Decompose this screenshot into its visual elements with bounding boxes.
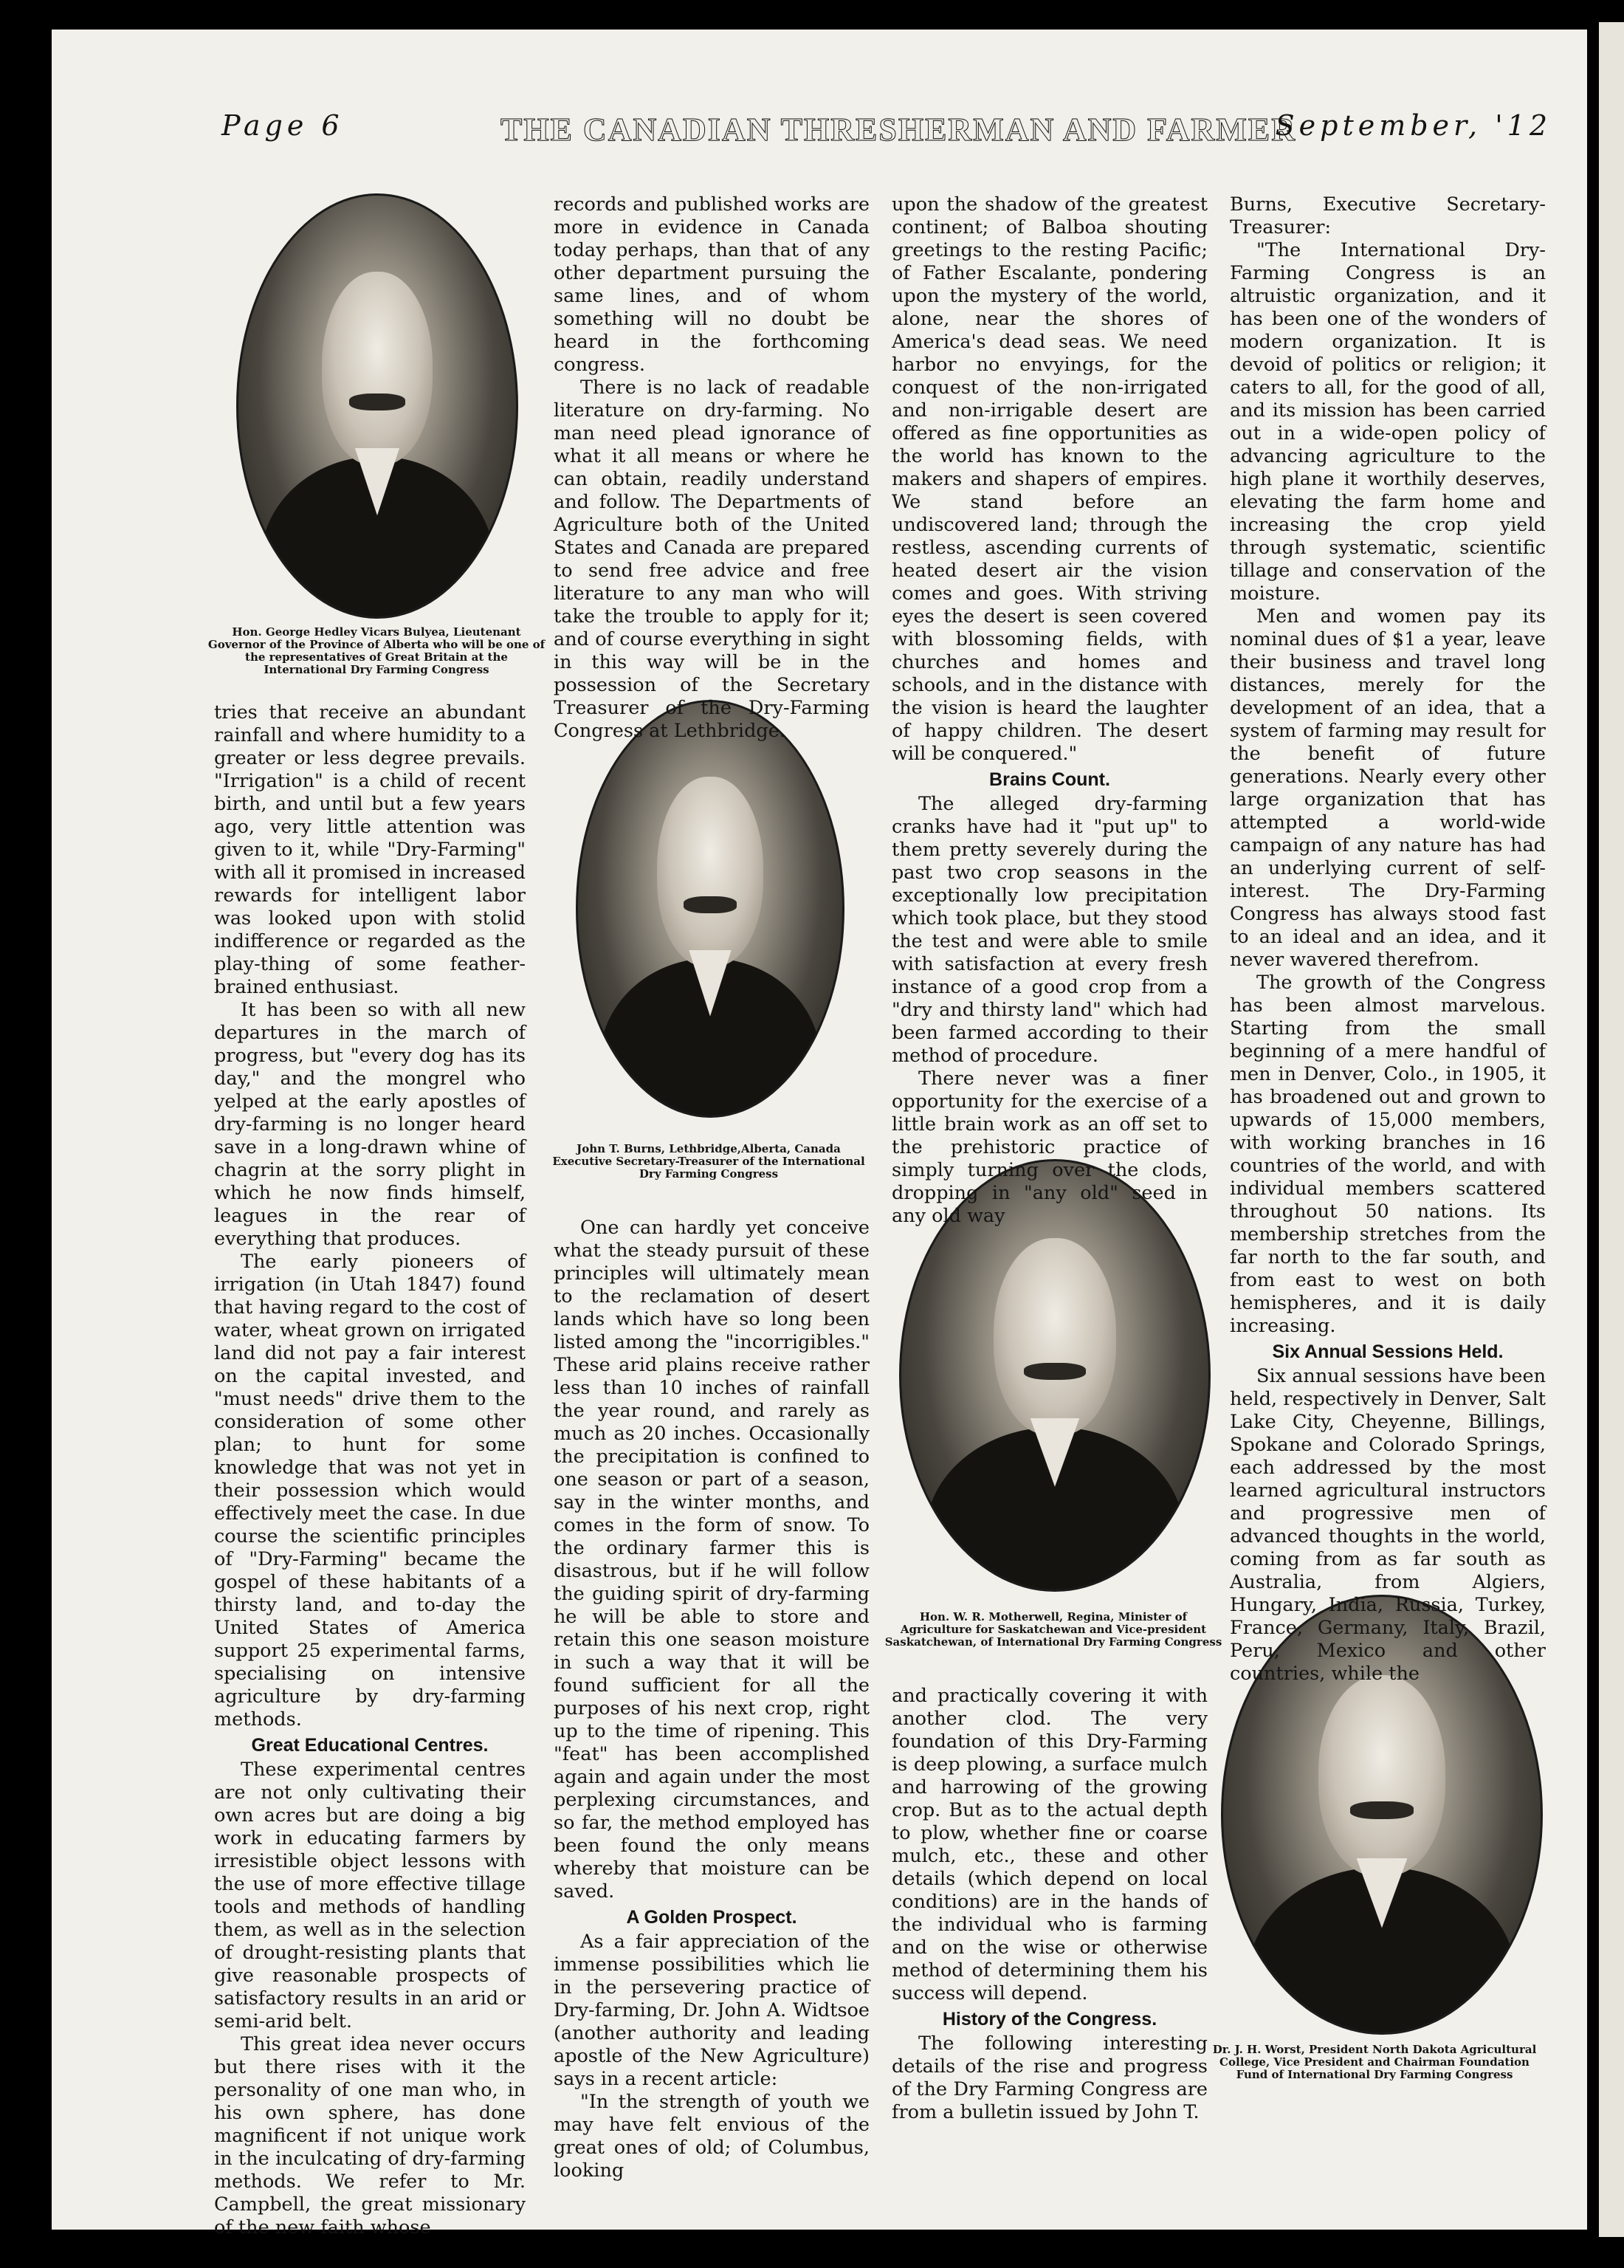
paragraph: The alleged dry-farming cranks have had it "put up" to them pretty severely during the past two crop seasons in the exceptionally low precipitation which took place, but they stood the test and were able to smile with satisfaction at every fresh instance of a good crop from a "dry and thirsty land" which had been farmed according to their method of procedure. [892,793,1208,1067]
column-3-lower [892,1685,1208,2124]
caption-burns: John T. Burns, Lethbridge,Alberta, Canada Executive Secretary-Treasurer of the International Dry Farming Congress [552,1142,865,1181]
paragraph: records and published works are more in evidence in Canada today perhaps, than that of any other department pursuing the same lines, and of whom something will no doubt be heard in the forthcoming congress. [554,193,870,376]
paragraph: As a fair appreciation of the immense possibilities which lie in the persevering practice of Dry-farming, Dr. John A. Widtsoe (another authority and leading apostle of the New Agriculture) says in a recent article: [554,1931,870,2090]
column-4-upper [1230,193,1546,1685]
caption-motherwell: Hon. W. R. Motherwell, Regina, Minister of Agriculture for Saskatchewan and Vice-president Saskatchewan, of International Dry Farming Congress [884,1610,1222,1649]
paragraph: These experimental centres are not only cultivating their own acres but are doing a big work in educating farmers by irresistible object lessons with the use of more effective tillage tools and methods of handling them, as well as in the selection of drought-resisting plants that give reasonable prospects of satisfactory results in an arid or semi-arid belt. [214,1759,526,2032]
column-2-lower [554,1217,870,2182]
paragraph: Burns, Executive Secretary-Treasurer: [1230,193,1546,238]
caption-worst: Dr. J. H. Worst, President North Dakota Agricultural College, Vice President and Chairman Foundation Fund of International Dry Farming Congress [1212,2043,1537,2081]
page-header [221,109,1609,168]
paragraph: This great idea never occurs but there rises with it the personality of one man who, in his own sphere, has done magnificent if not unique work in the inculcating of dry-farming methods. We refer to Mr. Campbell, the great missionary of the new faith whose [214,2033,526,2238]
subheading: A Golden Prospect. [626,1907,797,1928]
paragraph: There never was a finer opportunity for the exercise of a little brain work as an off set to the prehistoric practice of simply turning over the clods, dropping in "any old" seed in any old way [892,1068,1208,1227]
subheading: History of the Congress. [942,2009,1157,2030]
paragraph: and practically covering it with another clod. The very foundation of this Dry-Farming is deep plowing, a surface mulch and harrowing of the growing crop. But as to the actual depth to plow, whether fine or coarse mulch, etc., these and other details (which depend on local conditions) are in the hands of the individual who is farming and on the wise or otherwise method of determining them his success will depend. [892,1685,1208,2004]
paragraph: Men and women pay its nominal dues of $1 a year, leave their business and travel long distances, merely for the development of an idea, that a system of farming may result for the benefit of future generations. Nearly every other large organization that has attempted a world-wide campaign of any nature has had an underlying current of self-interest. The Dry-Farming Congress has always stood fast to an ideal and an idea, and it never wavered therefrom. [1230,605,1546,971]
paragraph: One can hardly yet conceive what the steady pursuit of these principles will ultimately mean to the reclamation of desert lands which have so long been listed among the "incorrigibles." These arid plains receive rather less than 10 inches of rainfall the year round, and rarely as much as 20 inches. Occasionally the precipitation is confined to one season or part of a season, say in the winter months, and comes in the form of snow. To the ordinary farmer this is disastrous, but if he will follow the guiding spirit of dry-farming he will be able to store and retain this one season moisture in such a way that it will be found sufficient for all the purposes of his next crop, right up to the time of ripening. This "feat" has been accomplished again and again under the most perplexing circumstances, and so far, the method employed has been found the only means whereby that moisture can be saved. [554,1217,870,1903]
page-number: Page 6 [221,109,344,142]
column-1-lower [214,701,526,2239]
paragraph: Six annual sessions have been held, respectively in Denver, Salt Lake City, Cheyenne, Billings, Spokane and Colorado Springs, each addressed by the most learned agricultural instructors and progressive men of advanced thoughts in the world, coming from as far south as Australia, from Algiers, Hungary, India, Russia, Turkey, France, Germany, Italy, Brazil, Peru, Mexico and other countries, while the [1230,1365,1546,1685]
paragraph: "In the strength of youth we may have felt envious of the great ones of old; of Columbus, looking [554,2091,870,2182]
subheading: Brains Count. [989,769,1110,790]
masthead-title: THE CANADIAN THRESHERMAN AND FARMER [500,111,1296,148]
paragraph: There is no lack of readable literature on dry-farming. No man need plead ignorance of what it all means or where he can obtain, readily understand and follow. The Departments of Agriculture both of the United States and Canada are prepared to send free advice and free literature to any man who will take the trouble to apply for it; and of course everything in sight in this way will be in the possession of the Secretary Treasurer of the Dry-Farming Congress at Lethbridge. [554,377,870,742]
portrait-bulyea [236,193,518,619]
portrait-burns [576,700,844,1118]
subheading: Great Educational Centres. [251,1735,489,1756]
column-3-upper [892,193,1208,1228]
subheading: Six Annual Sessions Held. [1272,1341,1504,1362]
paragraph: The early pioneers of irrigation (in Utah 1847) found that having regard to the cost of water, wheat grown on irrigated land did not pay a fair interest on the capital invested, and "must needs" drive them to the consideration of some other plan; to hunt for some knowledge that was not yet in their possession which would effectively meet the case. In due course the scientific principles of "Dry-Farming" became the gospel of these habitants of a thirsty land, and to-day the United States of America support 25 experimental farms, specialising on intensive agriculture by dry-farming methods. [214,1251,526,1731]
issue-date: September, '12 [1275,109,1552,142]
adjacent-page-edge [1599,22,1624,2237]
paragraph: "The International Dry-Farming Congress is an altruistic organization, and it has been one of the wonders of modern organization. It is devoid of politics or religion; it caters to all, for the good of all, and its mission has been carried out in a wide-open policy of advancing agriculture to the high plane it worthily deserves, elevating the farm home and increasing the crop yield through systematic, scientific tillage and conservation of the moisture. [1230,239,1546,605]
caption-bulyea: Hon. George Hedley Vicars Bulyea, Lieutenant Governor of the Province of Alberta who will be one of the representatives of Great Britain at the International Dry Farming Congress [207,625,546,676]
paragraph: tries that receive an abundant rainfall and where humidity to a greater or less degree prevails. "Irrigation" is a child of recent birth, and until but a few years ago, very little attention was given to it, while "Dry-Farming" with all it promised in increased rewards for intelligent labor was looked upon with stolid indifference or regarded as the play-thing of some feather-brained enthusiast. [214,701,526,998]
paragraph: The following interesting details of the rise and progress of the Dry Farming Congress are from a bulletin issued by John T. [892,2032,1208,2123]
column-2-upper [554,193,870,743]
paragraph: It has been so with all new departures in the march of progress, but "every dog has its day," and the mongrel who yelped at the early apostles of dry-farming is no longer heard save in a long-drawn whine of chagrin at the sorry plight in which he now finds himself, leagues in the rear of everything that produces. [214,999,526,1250]
paragraph: The growth of the Congress has been almost marvelous. Starting from the small beginning of a mere handful of men in Denver, Colo., in 1905, it has broadened out and grown to upwards of 15,000 members, with working branches in 16 countries of the world, and with individual members scattered throughout 50 nations. Its membership stretches from the far north to the far south, and from east to west on both hemispheres, and it is daily increasing. [1230,972,1546,1337]
paragraph: upon the shadow of the greatest continent; of Balboa shouting greetings to the resting Pacific; of Father Escalante, pondering upon the mystery of the world, alone, near the shores of America's dead seas. We need harbor no envyings, for the conquest of the non-irrigated and non-irrigable desert are offered as fine opportunities as the world has known to the makers and shapers of empires. We stand before an undiscovered land; through the restless, ascending currents of heated desert air the vision comes and goes. With striving eyes the desert is seen covered with blossoming fields, with churches and homes and schools, and in the distance with the vision is heard the laughter of happy children. The desert will be conquered." [892,193,1208,765]
